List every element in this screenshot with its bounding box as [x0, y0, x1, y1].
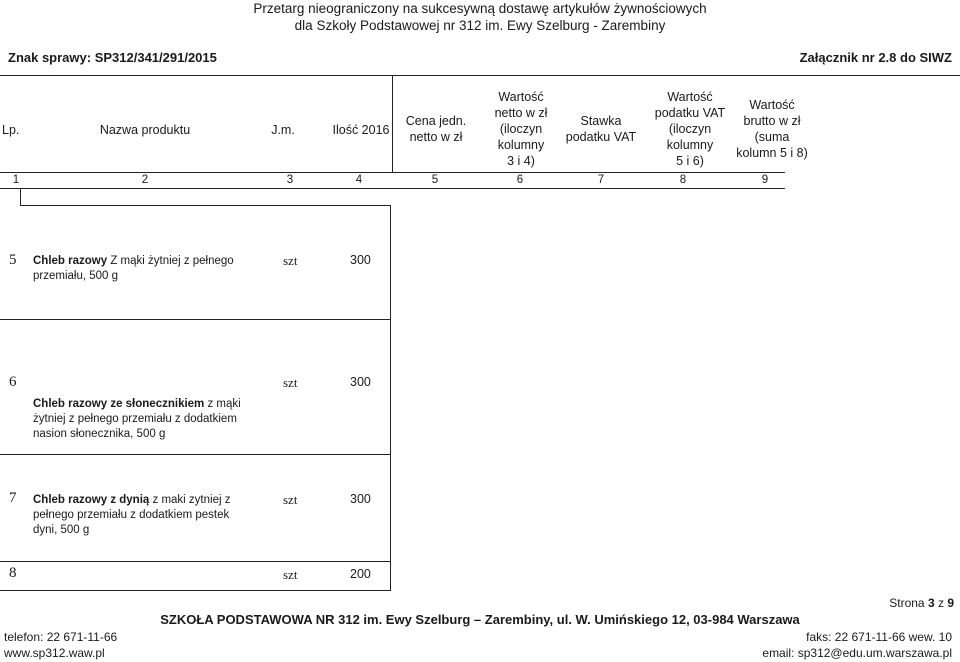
footer-phone: telefon: 22 671-11-66	[4, 630, 118, 644]
table-top-border	[0, 75, 960, 76]
row-line-a	[20, 205, 390, 206]
row8-qty: 200	[350, 567, 371, 581]
colnum-3: 3	[286, 174, 294, 186]
colnum-2: 2	[141, 174, 149, 186]
footer-school: SZKOŁA PODSTAWOWA NR 312 im. Ewy Szelburg – Zarembiny, ul. W. Umińskiego 12, 03-984 Warszawa	[160, 612, 800, 627]
colnum-9: 9	[761, 174, 769, 186]
row7-product-rest: z maki zytniej z pełnego przemiału z dodatkiem pestek dyni, 500 g	[33, 494, 231, 536]
col-lp: Lp.	[2, 123, 20, 137]
row5-product	[33, 254, 248, 284]
row-line-c	[0, 454, 390, 455]
row6-product-bold: Chleb razowy ze słonecznikiem	[33, 398, 205, 410]
row-line-b	[0, 319, 390, 320]
col-unit: J.m.	[271, 123, 295, 137]
row-line-e	[0, 590, 390, 591]
header-title-line1: Przetarg nieograniczony na sukcesywną dostawę artykułów żywnościowych	[253, 1, 707, 16]
row6-product-rest: z mąki żytniej z pełnego przemiału z dodatkiem nasion słonecznika, 500 g	[33, 398, 241, 440]
row7-lp: 7	[9, 490, 17, 506]
row8-unit: szt	[283, 567, 298, 582]
row-line-d	[0, 561, 390, 562]
col-quantity: Ilość 2016	[332, 123, 390, 137]
body-divider-right	[390, 205, 391, 591]
footer-website[interactable]: www.sp312.waw.pl	[4, 646, 105, 660]
colnum-5: 5	[431, 174, 439, 186]
page-label: Strona	[889, 596, 925, 610]
body-divider-left	[20, 188, 21, 206]
row7-product-bold: Chleb razowy z dynią	[33, 494, 150, 506]
row7-product	[33, 493, 248, 538]
row5-product-bold: Chleb razowy	[33, 255, 108, 267]
row6-lp: 6	[9, 374, 17, 390]
row5-lp: 5	[9, 252, 17, 268]
row5-product-rest: Z mąki żytniej z pełnego przemiału, 500 g	[33, 255, 234, 282]
colnum-6: 6	[516, 174, 524, 186]
page-number	[889, 596, 954, 610]
colnum-4: 4	[355, 174, 363, 186]
page-sep: z	[937, 596, 944, 610]
header-divider-1	[392, 75, 393, 173]
header-title-line2: dla Szkoły Podstawowej nr 312 im. Ewy Szelburg - Zarembiny	[294, 18, 666, 33]
col-vat-rate: Stawka podatku VAT	[565, 114, 637, 144]
colnum-bottom-line	[0, 188, 785, 189]
row5-qty: 300	[350, 253, 371, 267]
row6-qty: 300	[350, 375, 371, 389]
attachment-label: Załącznik nr 2.8 do SIWZ	[799, 50, 952, 65]
colnum-1: 1	[12, 174, 20, 186]
footer-fax: faks: 22 671-11-66 wew. 10	[806, 630, 952, 644]
colnum-8: 8	[679, 174, 687, 186]
page-current: 3	[927, 596, 935, 610]
col-vat-value: Wartość podatku VAT (iloczyn kolumny 5 i 6)	[654, 90, 726, 168]
col-unit-price: Cena jedn. netto w zł	[405, 114, 467, 144]
col-net-value: Wartość netto w zł (iloczyn kolumny 3 i 4)	[494, 90, 548, 168]
colnum-7: 7	[597, 174, 605, 186]
row6-unit: szt	[283, 375, 298, 390]
col-product-name: Nazwa produktu	[99, 123, 191, 137]
case-number: Znak sprawy: SP312/341/291/2015	[8, 50, 217, 65]
footer-email[interactable]: email: sp312@edu.um.warszawa.pl	[762, 646, 952, 660]
page-total: 9	[947, 596, 954, 610]
row7-qty: 300	[350, 492, 371, 506]
col-gross-value: Wartość brutto w zł (suma kolumn 5 i 8)	[736, 98, 808, 160]
row6-product	[33, 397, 258, 442]
row7-unit: szt	[283, 492, 298, 507]
row8-lp: 8	[9, 565, 17, 581]
row5-unit: szt	[283, 253, 298, 268]
